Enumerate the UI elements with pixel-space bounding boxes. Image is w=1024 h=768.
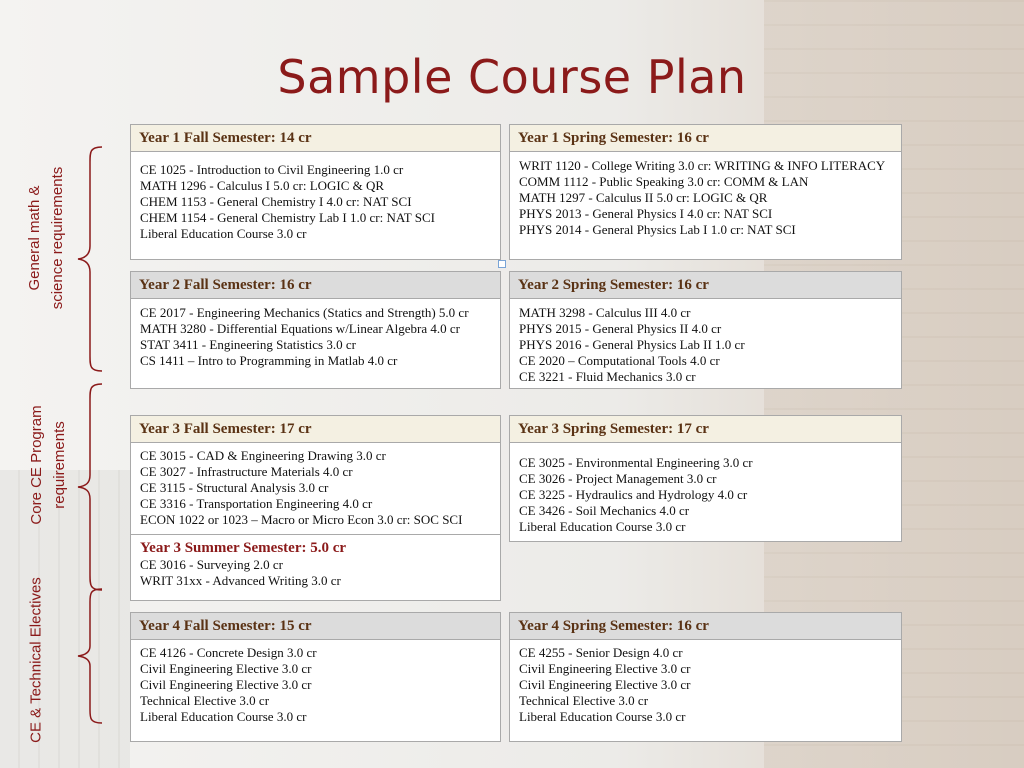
side-label-electives [25, 577, 48, 743]
semester-card-y1-spring [509, 124, 902, 260]
course-item: CE 2020 – Computational Tools 4.0 cr [519, 353, 720, 368]
course-item: CE 3316 - Transportation Engineering 4.0 cr [140, 496, 373, 511]
course-item: CE 3026 - Project Management 3.0 cr [519, 471, 717, 486]
semester-header: Year 2 Fall Semester: 16 cr [131, 272, 500, 299]
course-item: CS 1411 – Intro to Programming in Matlab 4.0 cr [140, 353, 398, 368]
semester-header: Year 3 Fall Semester: 17 cr [131, 416, 500, 443]
semester-card-y2-spring [509, 271, 902, 389]
course-item: COMM 1112 - Public Speaking 3.0 cr: COMM & LAN [519, 174, 809, 189]
brace-general [76, 146, 106, 372]
side-label-core [25, 405, 71, 524]
course-item: CE 4126 - Concrete Design 3.0 cr [140, 645, 317, 660]
semester-header: Year 1 Spring Semester: 16 cr [510, 125, 901, 152]
course-item: CE 4255 - Senior Design 4.0 cr [519, 645, 683, 660]
course-item: Technical Elective 3.0 cr [519, 693, 649, 708]
semester-header: Year 4 Spring Semester: 16 cr [510, 613, 901, 640]
course-item: PHYS 2013 - General Physics I 4.0 cr: NAT SCI [519, 206, 773, 221]
course-item: WRIT 1120 - College Writing 3.0 cr: WRITING & INFO LITERACY [519, 158, 886, 173]
course-item: CE 3221 - Fluid Mechanics 3.0 cr [519, 369, 696, 384]
semester-header: Year 3 Spring Semester: 17 cr [510, 416, 901, 443]
course-item: Civil Engineering Elective 3.0 cr [519, 677, 691, 692]
side-label-general-line2: science requirements [49, 166, 66, 310]
course-item: CHEM 1154 - General Chemistry Lab I 1.0 cr: NAT SCI [140, 210, 435, 225]
course-item: CE 3025 - Environmental Engineering 3.0 cr [519, 455, 753, 470]
side-label-general-line1: General math & [26, 185, 43, 291]
course-item: PHYS 2016 - General Physics Lab II 1.0 cr [519, 337, 745, 352]
course-item: MATH 3298 - Calculus III 4.0 cr [519, 305, 691, 320]
course-item: CE 3115 - Structural Analysis 3.0 cr [140, 480, 329, 495]
semester-header: Year 2 Spring Semester: 16 cr [510, 272, 901, 299]
selection-handle[interactable] [498, 260, 506, 268]
brace-electives [76, 588, 106, 724]
course-item: Civil Engineering Elective 3.0 cr [519, 661, 691, 676]
course-item: CE 3027 - Infrastructure Materials 4.0 cr [140, 464, 353, 479]
semester-card-y4-spring [509, 612, 902, 742]
course-item: ECON 1022 or 1023 – Macro or Micro Econ 3.0 cr: SOC SCI [140, 512, 463, 527]
side-label-general [23, 167, 69, 310]
course-item: MATH 1297 - Calculus II 5.0 cr: LOGIC & QR [519, 190, 768, 205]
side-label-core-line1: Core CE Program [28, 405, 45, 525]
slide-title: Sample Course Plan [277, 50, 747, 104]
course-item: Liberal Education Course 3.0 cr [140, 709, 307, 724]
side-label-electives-line1: CE & Technical Electives [27, 577, 45, 743]
course-item: CE 1025 - Introduction to Civil Engineering 1.0 cr [140, 162, 404, 177]
course-item: Liberal Education Course 3.0 cr [519, 519, 686, 534]
side-label-core-line2: requirements [51, 421, 68, 509]
semester-header: Year 1 Fall Semester: 14 cr [131, 125, 500, 152]
course-item: Civil Engineering Elective 3.0 cr [140, 677, 312, 692]
course-item: CE 2017 - Engineering Mechanics (Statics and Strength) 5.0 cr [140, 305, 469, 320]
course-item: PHYS 2015 - General Physics II 4.0 cr [519, 321, 722, 336]
course-item: MATH 3280 - Differential Equations w/Linear Algebra 4.0 cr [140, 321, 460, 336]
course-item: PHYS 2014 - General Physics Lab I 1.0 cr: NAT SCI [519, 222, 796, 237]
course-item: Technical Elective 3.0 cr [140, 693, 270, 708]
semester-header: Year 4 Fall Semester: 15 cr [131, 613, 500, 640]
semester-card-y3-fall [130, 415, 501, 601]
course-item: MATH 1296 - Calculus I 5.0 cr: LOGIC & QR [140, 178, 385, 193]
semester-card-y3-spring [509, 415, 902, 542]
course-item: CHEM 1153 - General Chemistry I 4.0 cr: NAT SCI [140, 194, 412, 209]
semester-header-summer: Year 3 Summer Semester: 5.0 cr [140, 540, 347, 556]
course-item: CE 3015 - CAD & Engineering Drawing 3.0 cr [140, 448, 386, 463]
semester-card-y1-fall [130, 124, 501, 260]
course-item: Civil Engineering Elective 3.0 cr [140, 661, 312, 676]
course-item: CE 3016 - Surveying 2.0 cr [140, 557, 283, 572]
semester-card-y4-fall [130, 612, 501, 742]
semester-card-y2-fall [130, 271, 501, 389]
course-item: CE 3225 - Hydraulics and Hydrology 4.0 cr [519, 487, 748, 502]
course-item: WRIT 31xx - Advanced Writing 3.0 cr [140, 573, 341, 588]
course-item: CE 3426 - Soil Mechanics 4.0 cr [519, 503, 690, 518]
course-item: Liberal Education Course 3.0 cr [140, 226, 307, 241]
course-item: Liberal Education Course 3.0 cr [519, 709, 686, 724]
course-item: STAT 3411 - Engineering Statistics 3.0 cr [140, 337, 356, 352]
brace-core [76, 383, 106, 591]
summer-section [131, 534, 500, 589]
